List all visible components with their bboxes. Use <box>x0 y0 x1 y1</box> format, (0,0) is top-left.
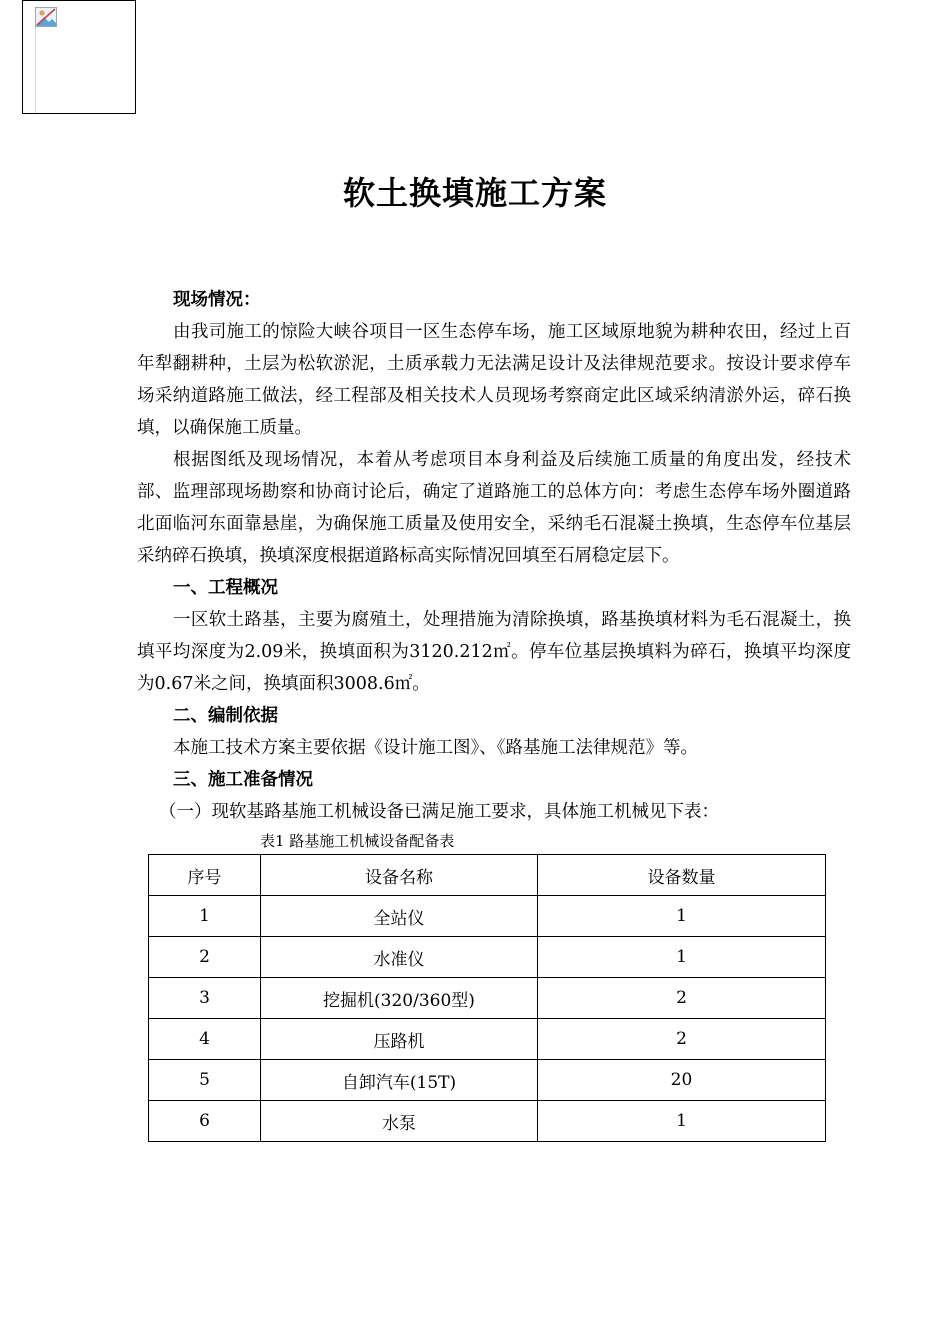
cell-quantity: 1 <box>538 896 826 937</box>
cell-index: 6 <box>149 1101 261 1142</box>
table-row <box>149 896 826 937</box>
heading-prep: 三、施工准备情况 <box>173 770 313 790</box>
paragraph-site-1: 由我司施工的惊险大峡谷项目一区生态停车场，施工区域原地貌为耕种农田，经过上百年犁翻耕种，土层为松软淤泥，土质承载力无法满足设计及法律规范要求。按设计要求停车场采纳道路施工做法，经工程部及相关技术人员现场考察商定此区域采纳清淤外运，碎石换填，以确保施工质量。 <box>137 322 851 438</box>
cell-quantity: 2 <box>538 978 826 1019</box>
heading-basis: 二、编制依据 <box>173 706 278 726</box>
heading-site: 现场情况： <box>173 290 261 310</box>
header-cell-index: 序号 <box>149 855 261 896</box>
cell-equipment-name: 压路机 <box>261 1019 538 1060</box>
document-body <box>137 284 851 1142</box>
header-cell-quantity: 设备数量 <box>538 855 826 896</box>
table-header-row <box>149 855 826 896</box>
cell-index: 3 <box>149 978 261 1019</box>
image-placeholder <box>22 0 136 114</box>
table-caption: 表1 路基施工机械设备配备表 <box>260 832 455 850</box>
cell-quantity: 1 <box>538 937 826 978</box>
equipment-table <box>148 854 826 1142</box>
cell-equipment-name: 挖掘机(320/360型) <box>261 978 538 1019</box>
cell-index: 1 <box>149 896 261 937</box>
cell-equipment-name: 水泵 <box>261 1101 538 1142</box>
cell-quantity: 1 <box>538 1101 826 1142</box>
document-title: 软土换填施工方案 <box>342 174 607 212</box>
paragraph-overview: 一区软土路基，主要为腐殖土，处理措施为清除换填，路基换填材料为毛石混凝土，换填平均深度为2.09米，换填面积为3120.212㎡。停车位基层换填料为碎石，换填平均深度为0.67米之间，换填面积3008.6㎡。 <box>137 610 851 694</box>
table-row <box>149 978 826 1019</box>
cell-index: 4 <box>149 1019 261 1060</box>
cell-equipment-name: 全站仪 <box>261 896 538 937</box>
cell-quantity: 20 <box>538 1060 826 1101</box>
cell-index: 2 <box>149 937 261 978</box>
cell-index: 5 <box>149 1060 261 1101</box>
broken-image-icon <box>35 7 57 27</box>
table-row <box>149 937 826 978</box>
cell-quantity: 2 <box>538 1019 826 1060</box>
table-row <box>149 1019 826 1060</box>
table-row <box>149 1101 826 1142</box>
heading-overview: 一、工程概况 <box>173 578 278 598</box>
header-cell-name: 设备名称 <box>261 855 538 896</box>
cell-equipment-name: 自卸汽车(15T) <box>261 1060 538 1101</box>
paragraph-basis: 本施工技术方案主要依据《设计施工图》、《路基施工法律规范》等。 <box>173 738 698 758</box>
paragraph-site-2: 根据图纸及现场情况，本着从考虑项目本身利益及后续施工质量的角度出发，经技术部、监理部现场勘察和协商讨论后，确定了道路施工的总体方向：考虑生态停车场外圈道路北面临河东面靠悬崖，为确保施工质量及使用安全，采纳毛石混凝土换填，生态停车位基层采纳碎石换填，换填深度根据道路标高实际情况回填至石屑稳定层下。 <box>137 450 851 566</box>
paragraph-prep: （一）现软基路基施工机械设备已满足施工要求，具体施工机械见下表： <box>159 802 719 822</box>
table-row <box>149 1060 826 1101</box>
cell-equipment-name: 水准仪 <box>261 937 538 978</box>
